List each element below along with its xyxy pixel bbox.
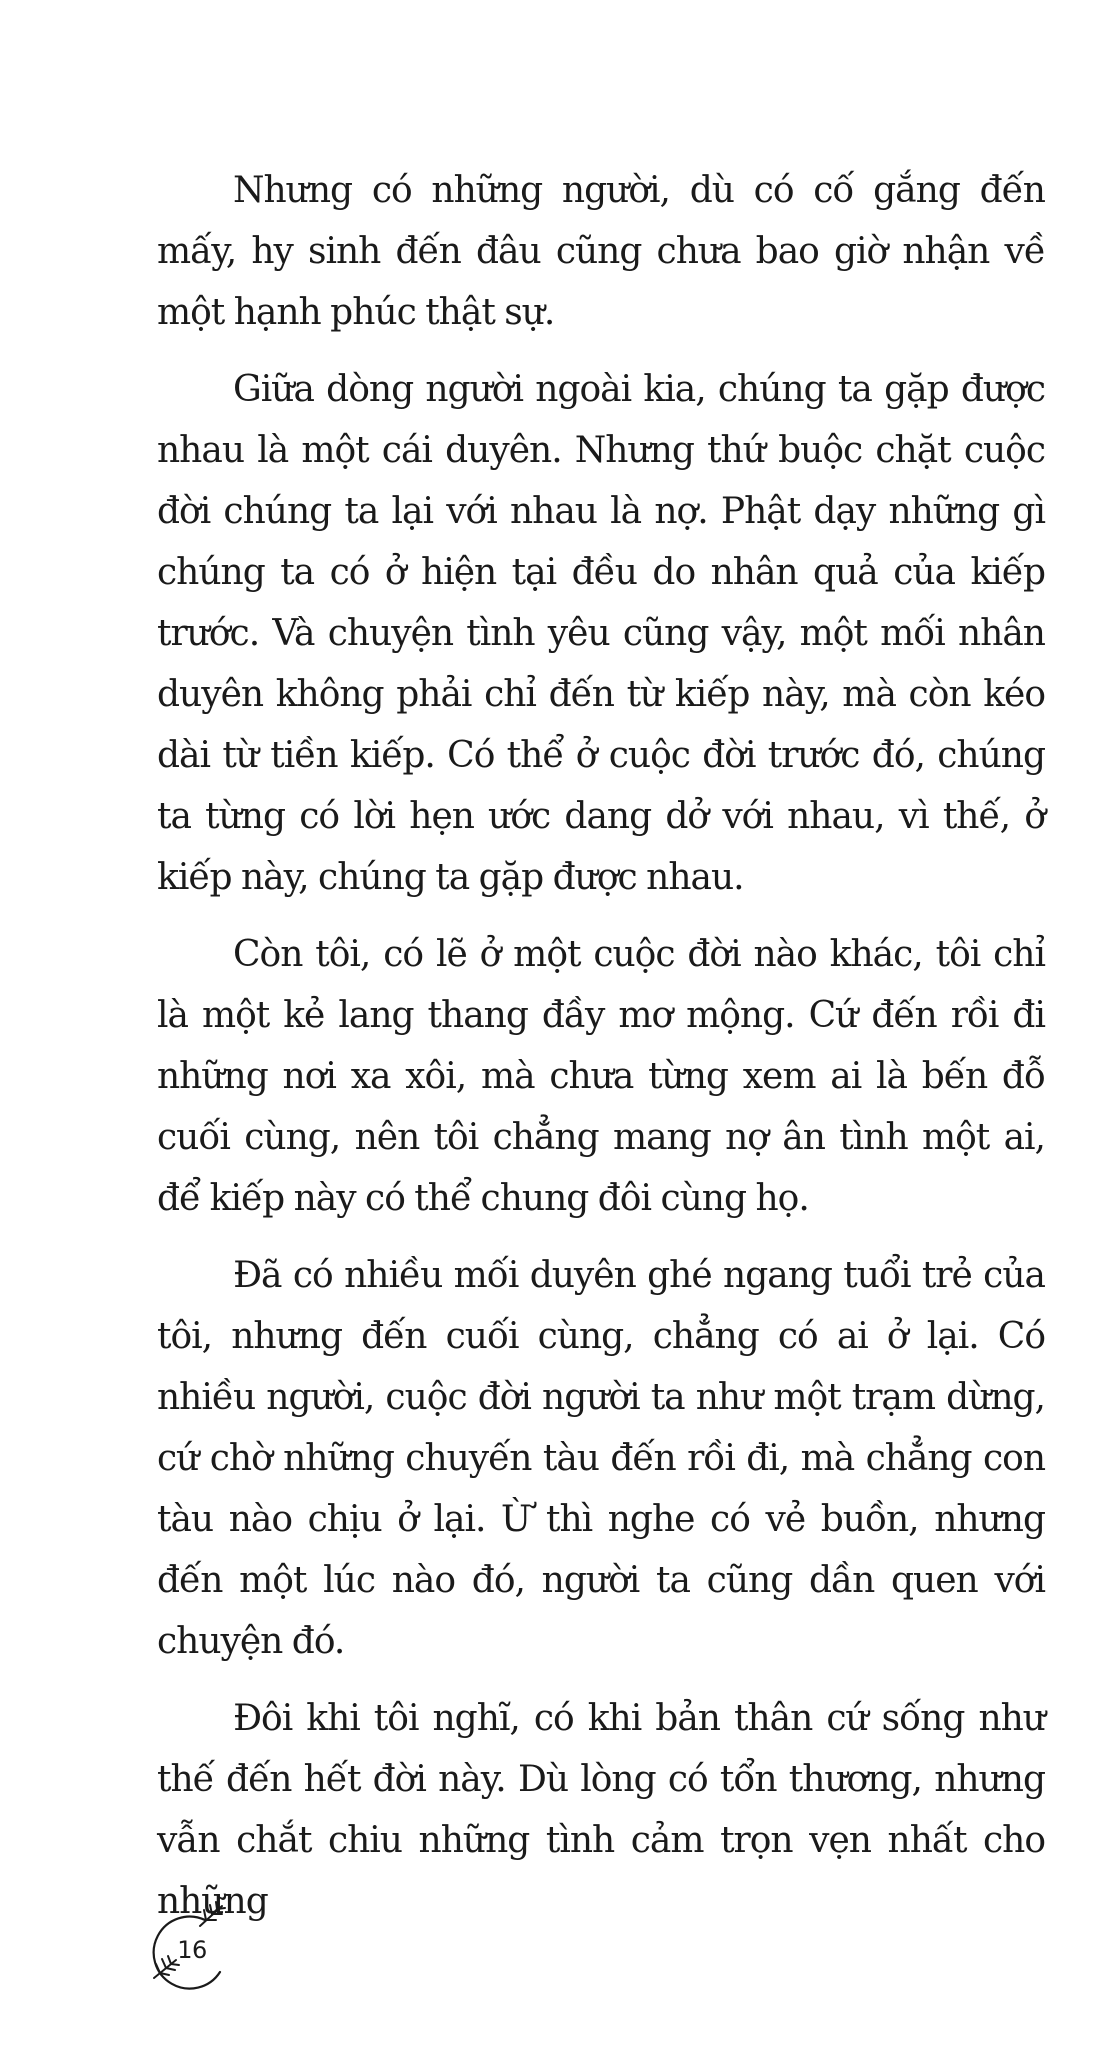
paragraph: Giữa dòng người ngoài kia, chúng ta gặp được nhau là một cái duyên. Nhưng thứ buộc chặt cuộc đời chúng ta lại với nhau là nợ. Phật dạy những gì chúng ta có ở hiện tại đều do nhân quả của kiếp trước. Và chuyện tình yêu cũng vậy, một mối nhân duyên không phải chỉ đến từ kiếp này, mà còn kéo dài từ tiền kiếp. Có thể ở cuộc đời trước đó, chúng ta từng có lời hẹn ước dang dở với nhau, vì thế, ở kiếp này, chúng ta gặp được nhau. (157, 369, 1045, 898)
page-number: 16 (177, 1936, 207, 1964)
body-text (157, 160, 1045, 1948)
paragraph: Còn tôi, có lẽ ở một cuộc đời nào khác, tôi chỉ là một kẻ lang thang đầy mơ mộng. Cứ đến rồi đi những nơi xa xôi, mà chưa từng xem ai là bến đỗ cuối cùng, nên tôi chẳng mang nợ ân tình một ai, để kiếp này có thể chung đôi cùng họ. (157, 934, 1045, 1219)
paragraph: Nhưng có những người, dù có cố gắng đến mấy, hy sinh đến đâu cũng chưa bao giờ nhận về một hạnh phúc thật sự. (157, 170, 1045, 333)
page-footer (150, 1900, 240, 1990)
paragraph: Đã có nhiều mối duyên ghé ngang tuổi trẻ của tôi, nhưng đến cuối cùng, chẳng có ai ở lại. Có nhiều người, cuộc đời người ta như một trạm dừng, cứ chờ những chuyến tàu đến rồi đi, mà chẳng con tàu nào chịu ở lại. Ừ thì nghe có vẻ buồn, nhưng đến một lúc nào đó, người ta cũng dần quen với chuyện đó. (157, 1255, 1045, 1662)
paragraph: Đôi khi tôi nghĩ, có khi bản thân cứ sống như thế đến hết đời này. Dù lòng có tổn thương, nhưng vẫn chắt chiu những tình cảm trọn vẹn nhất cho những (157, 1698, 1045, 1922)
